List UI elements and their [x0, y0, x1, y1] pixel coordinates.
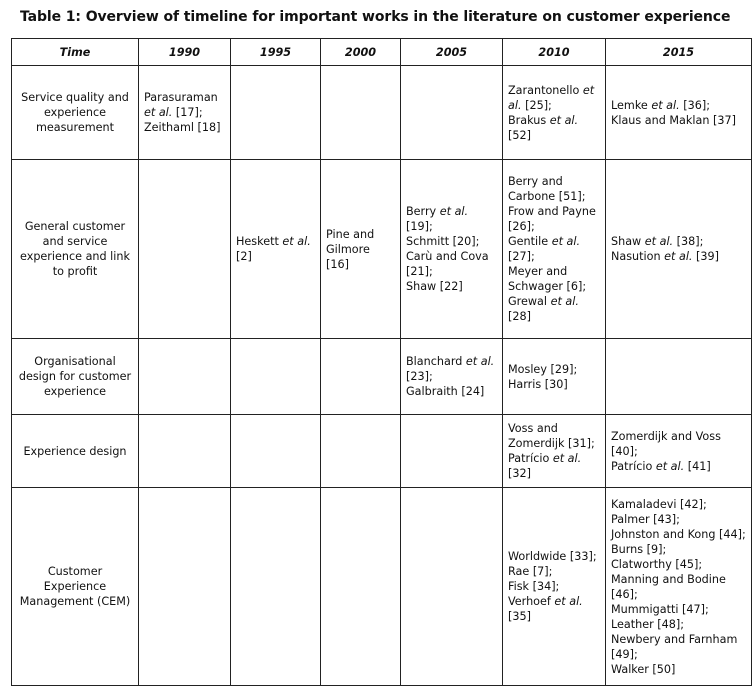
table-row	[12, 160, 752, 339]
table-row	[12, 488, 752, 686]
timeline-table	[11, 38, 752, 686]
table-cell: Blanchard et al. [23]; Galbraith [24]	[401, 339, 503, 415]
header-1995: 1995	[231, 39, 321, 66]
table-cell	[139, 160, 231, 339]
table-cell	[231, 415, 321, 488]
table-cell	[139, 488, 231, 686]
table-cell	[321, 339, 401, 415]
table-cell	[606, 339, 752, 415]
header-row	[12, 39, 752, 66]
table-cell	[321, 488, 401, 686]
table-cell: Worldwide [33]; Rae [7]; Fisk [34]; Verhoef et al. [35]	[503, 488, 606, 686]
row-label: General customer and service experience and link to profit	[12, 160, 139, 339]
table-cell: Parasuraman et al. [17]; Zeithaml [18]	[139, 66, 231, 160]
table-cell: Mosley [29]; Harris [30]	[503, 339, 606, 415]
table-cell	[231, 339, 321, 415]
table-cell	[321, 415, 401, 488]
table-cell: Shaw et al. [38]; Nasution et al. [39]	[606, 160, 752, 339]
row-label: Service quality and experience measurement	[12, 66, 139, 160]
table-cell: Zarantonello et al. [25]; Brakus et al. [52]	[503, 66, 606, 160]
header-1990: 1990	[139, 39, 231, 66]
table-cell	[401, 415, 503, 488]
table-cell	[231, 66, 321, 160]
table-cell	[401, 488, 503, 686]
table-row	[12, 415, 752, 488]
table-cell: Berry and Carbone [51]; Frow and Payne [26]; Gentile et al. [27]; Meyer and Schwager [6]; Grewal et al. [28]	[503, 160, 606, 339]
table-cell: Berry et al. [19]; Schmitt [20]; Carù and Cova [21]; Shaw [22]	[401, 160, 503, 339]
table-row	[12, 339, 752, 415]
header-2005: 2005	[401, 39, 503, 66]
row-label: Organisational design for customer experience	[12, 339, 139, 415]
table-cell: Lemke et al. [36]; Klaus and Maklan [37]	[606, 66, 752, 160]
table-cell	[231, 488, 321, 686]
table-cell: Heskett et al. [2]	[231, 160, 321, 339]
table-cell	[401, 66, 503, 160]
header-2015: 2015	[606, 39, 752, 66]
header-2010: 2010	[503, 39, 606, 66]
header-2000: 2000	[321, 39, 401, 66]
table-cell	[321, 66, 401, 160]
table-caption: Table 1: Overview of timeline for important works in the literature on customer experience	[20, 9, 731, 25]
table-cell	[139, 415, 231, 488]
header-time: Time	[12, 39, 139, 66]
table-cell: Pine and Gilmore [16]	[321, 160, 401, 339]
row-label: Customer Experience Management (CEM)	[12, 488, 139, 686]
table-cell: Zomerdijk and Voss [40]; Patrício et al. [41]	[606, 415, 752, 488]
table-cell	[139, 339, 231, 415]
table-row	[12, 66, 752, 160]
table-cell: Voss and Zomerdijk [31]; Patrício et al. [32]	[503, 415, 606, 488]
row-label: Experience design	[12, 415, 139, 488]
table-cell: Kamaladevi [42]; Palmer [43]; Johnston and Kong [44]; Burns [9]; Clatworthy [45]; Manning and Bodine [46]; Mummigatti [47]; Leather [48]; Newbery and Farnham [49]; Walker [50]	[606, 488, 752, 686]
